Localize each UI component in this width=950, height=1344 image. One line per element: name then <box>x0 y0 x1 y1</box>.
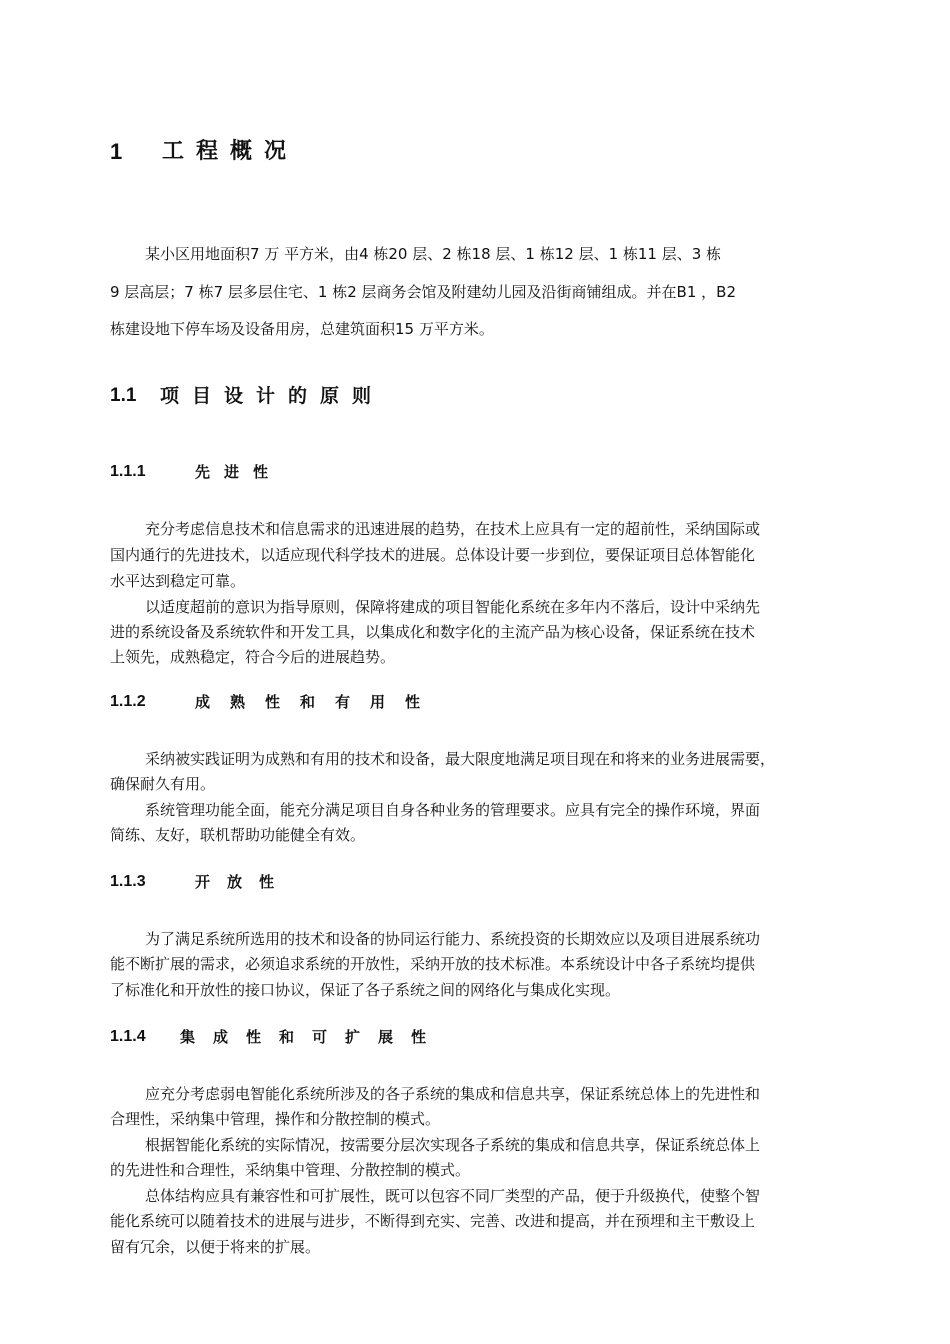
paragraph-line: 9 层高层；7 栋7 层多层住宅、1 栋2 层商务会馆及附建幼儿园及沿街商铺组成。并在B1 ，B2 <box>110 283 736 301</box>
subsection-title: 开放性 <box>195 873 292 891</box>
section-1-title: 工程概况 <box>162 139 299 164</box>
paragraph-line: 水平达到稳定可靠。 <box>110 572 246 590</box>
section-1-number: 1 <box>110 139 123 164</box>
paragraph-line: 的先进性和合理性，采纳集中管理、分散控制的模式。 <box>110 1161 471 1179</box>
paragraph-line: 进的系统设备及系统软件和开发工具，以集成化和数字化的主流产品为核心设备，保证系统在技术 <box>110 623 756 641</box>
paragraph-line: 国内通行的先进技术，以适应现代科学技术的进展。总体设计要一步到位，要保证项目总体智能化 <box>110 546 756 564</box>
subsection-title: 集成性和可扩展性 <box>180 1028 445 1046</box>
paragraph-line: 充分考虑信息技术和信息需求的迅速进展的趋势，在技术上应具有一定的超前性，采纳国际或 <box>145 520 761 538</box>
paragraph-line: 系统管理功能全面，能充分满足项目自身各种业务的管理要求。应具有完全的操作环境，界面 <box>145 801 761 819</box>
paragraph-line: 确保耐久有用。 <box>110 775 216 793</box>
paragraph-line: 上领先，成熟稳定，符合今后的进展趋势。 <box>110 648 396 666</box>
subsection-number: 1.1.4 <box>110 1028 146 1045</box>
section-1-1-number: 1.1 <box>110 385 137 406</box>
paragraph-line: 简练、友好，联机帮助功能健全有效。 <box>110 826 366 844</box>
paragraph-line: 留有冗余，以便于将来的扩展。 <box>110 1238 321 1256</box>
subsection-number: 1.1.2 <box>110 693 146 710</box>
subsection-number: 1.1.3 <box>110 873 146 890</box>
paragraph-line: 能不断扩展的需求，必须追求系统的开放性，采纳开放的技术标准。本系统设计中各子系统均提供 <box>110 955 756 973</box>
paragraph-line: 合理性，采纳集中管理，操作和分散控制的模式。 <box>110 1110 441 1128</box>
subsection-title: 成熟性和有用性 <box>195 693 441 711</box>
paragraph-line: 总体结构应具有兼容性和可扩展性，既可以包容不同厂类型的产品，便于升级换代，使整个智 <box>145 1187 761 1205</box>
paragraph-line: 应充分考虑弱电智能化系统所涉及的各子系统的集成和信息共享，保证系统总体上的先进性和 <box>145 1085 761 1103</box>
subsection-title: 先进性 <box>195 463 283 481</box>
paragraph-line: 以适度超前的意识为指导原则，保障将建成的项目智能化系统在多年内不落后，设计中采纳先 <box>145 598 761 616</box>
section-1-1-title: 项目设计的原则 <box>160 385 385 407</box>
paragraph-line: 能化系统可以随着技术的进展与进步，不断得到充实、完善、改进和提高，并在预埋和主干敷设上 <box>110 1212 756 1230</box>
paragraph-line: 根据智能化系统的实际情况，按需要分层次实现各子系统的集成和信息共享，保证系统总体上 <box>145 1136 761 1154</box>
paragraph-line: 了标准化和开放性的接口协议，保证了各子系统之间的网络化与集成化实现。 <box>110 981 621 999</box>
paragraph-line: 某小区用地面积7 万 平方米，由4 栋20 层、2 栋18 层、1 栋12 层、1 栋11 层、3 栋 <box>145 245 722 263</box>
subsection-number: 1.1.1 <box>110 463 146 480</box>
paragraph-line: 为了满足系统所选用的技术和设备的协同运行能力、系统投资的长期效应以及项目进展系统功 <box>145 930 761 948</box>
paragraph-line: 采纳被实践证明为成熟和有用的技术和设备，最大限度地满足项目现在和将来的业务进展需要， <box>145 750 776 768</box>
paragraph-line: 栋建设地下停车场及设备用房，总建筑面积15 万平方米。 <box>110 320 494 338</box>
